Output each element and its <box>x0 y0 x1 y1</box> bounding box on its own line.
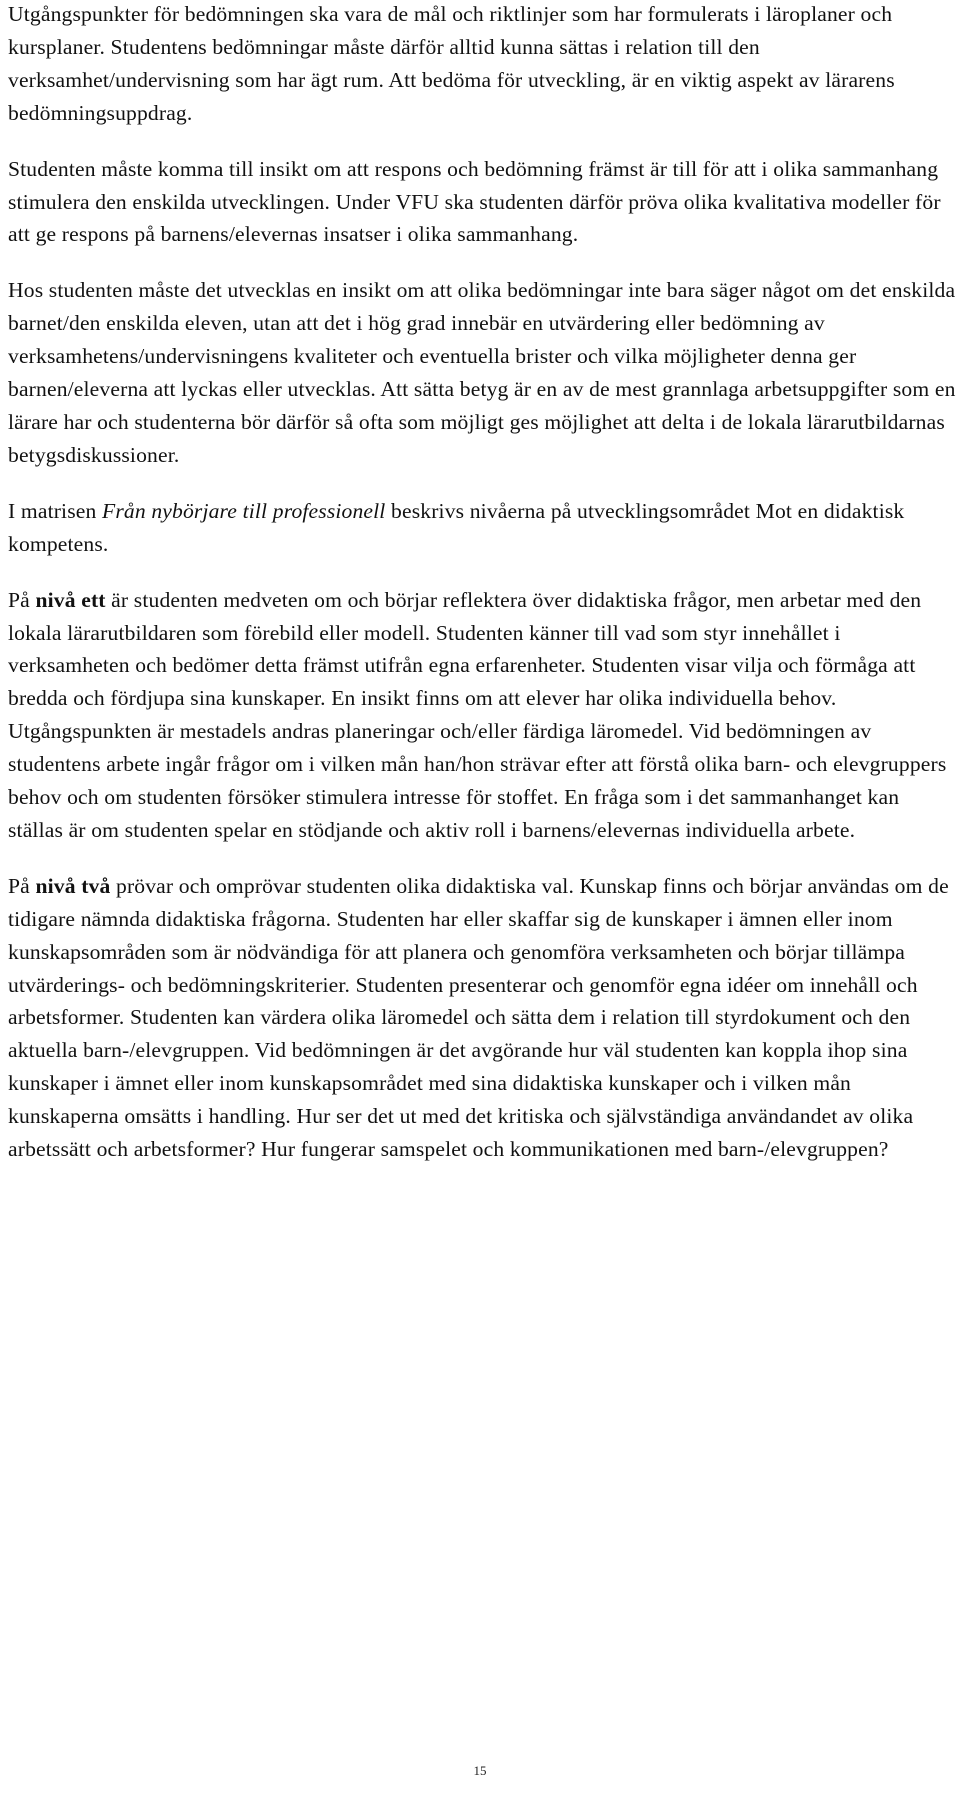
paragraph-level-one <box>8 584 956 847</box>
paragraph-text: är studenten medveten om och börjar reflektera över didaktiska frågor, men arbetar med den lokala lärarutbildaren som förebild eller modell. Studenten känner till vad som styr innehållet i verksamheten och bedömer detta främst utifrån egna erfarenheter. Studenten visar vilja och förmåga att bredda och fördjupa sina kunskaper. En insikt finns om att elever har olika individuella behov. Utgångspunkten är mestadels andras planeringar och/eller färdiga läromedel. Vid bedömningen av studentens arbete ingår frågor om i vilken mån han/hon strävar efter att förstå olika barn- och elevgruppers behov och om studenten försöker stimulera intresse för stoffet. En fråga som i det sammanhanget kan ställas är om studenten spelar en stödjande och aktiv roll i barnens/elevernas individuella arbete. <box>8 587 947 842</box>
paragraph-evaluation-quality <box>8 274 956 471</box>
paragraph-feedback-insight <box>8 153 956 252</box>
paragraph-text: Studenten måste komma till insikt om att respons och bedömning främst är till för att i olika sammanhang stimulera den enskilda utvecklingen. Under VFU ska studenten därför pröva olika kvalitativa modeller för att ge respons på barnens/elevernas insatser i olika sammanhang. <box>8 156 941 247</box>
paragraph-text: Hos studenten måste det utvecklas en insikt om att olika bedömningar inte bara säger något om det enskilda barnet/den enskilda eleven, utan att det i hög grad innebär en utvärdering eller bedömning av verksamhetens/undervisningens kvaliteter och eventuella brister och vilka möjligheter denna ger barnen/eleverna att lyckas eller utvecklas. Att sätta betyg är en av de mest grannlaga arbetsuppgifter som en lärare har och studenterna bör därför så ofta som möjligt ges möjlighet att delta i de lokala lärarutbildarnas betygsdiskussioner. <box>8 278 956 467</box>
level-two-label: nivå två <box>35 873 111 898</box>
document-page <box>8 0 956 1166</box>
matrix-title-italic: Från nybörjare till professionell <box>102 498 386 523</box>
paragraph-matrix-intro <box>8 495 956 561</box>
level-one-label: nivå ett <box>35 587 106 612</box>
paragraph-assessment-basis <box>8 0 956 130</box>
page-number: 15 <box>473 1763 487 1778</box>
paragraph-text: Utgångspunkter för bedömningen ska vara de mål och riktlinjer som har formulerats i läroplaner och kursplaner. Studentens bedömningar måste därför alltid kunna sättas i relation till den verksamhet/undervisning som har ägt rum. Att bedöma för utveckling, är en viktig aspekt av lärarens bedömningsuppdrag. <box>8 2 895 125</box>
paragraph-text: I matrisen <box>8 498 102 523</box>
paragraph-text: beskrivs nivåerna på utvecklingsområdet Mot en didaktisk kompetens. <box>8 498 905 556</box>
paragraph-text: prövar och omprövar studenten olika didaktiska val. Kunskap finns och börjar användas om de tidigare nämnda didaktiska frågorna. Studenten har eller skaffar sig de kunskaper i ämnen eller inom kunskapsområden som är nödvändiga för att planera och genomföra verksamheten och börjar tillämpa utvärderings- och bedömningskriterier. Studenten presenterar och genomför egna idéer om innehåll och arbetsformer. Studenten kan värdera olika läromedel och sätta dem i relation till styrdokument och den aktuella barn-/elevgruppen. Vid bedömningen är det avgörande hur väl studenten kan koppla ihop sina kunskaper i ämnet eller inom kunskapsområdet med sina didaktiska kunskaper och i vilken mån kunskaperna omsätts i handling. Hur ser det ut med det kritiska och självständiga användandet av olika arbetssätt och arbetsformer? Hur fungerar samspelet och kommunikationen med barn-/elevgruppen? <box>8 873 949 1162</box>
paragraph-text: På <box>8 587 36 612</box>
paragraph-text: På <box>8 873 36 898</box>
paragraph-level-two <box>8 870 956 1166</box>
